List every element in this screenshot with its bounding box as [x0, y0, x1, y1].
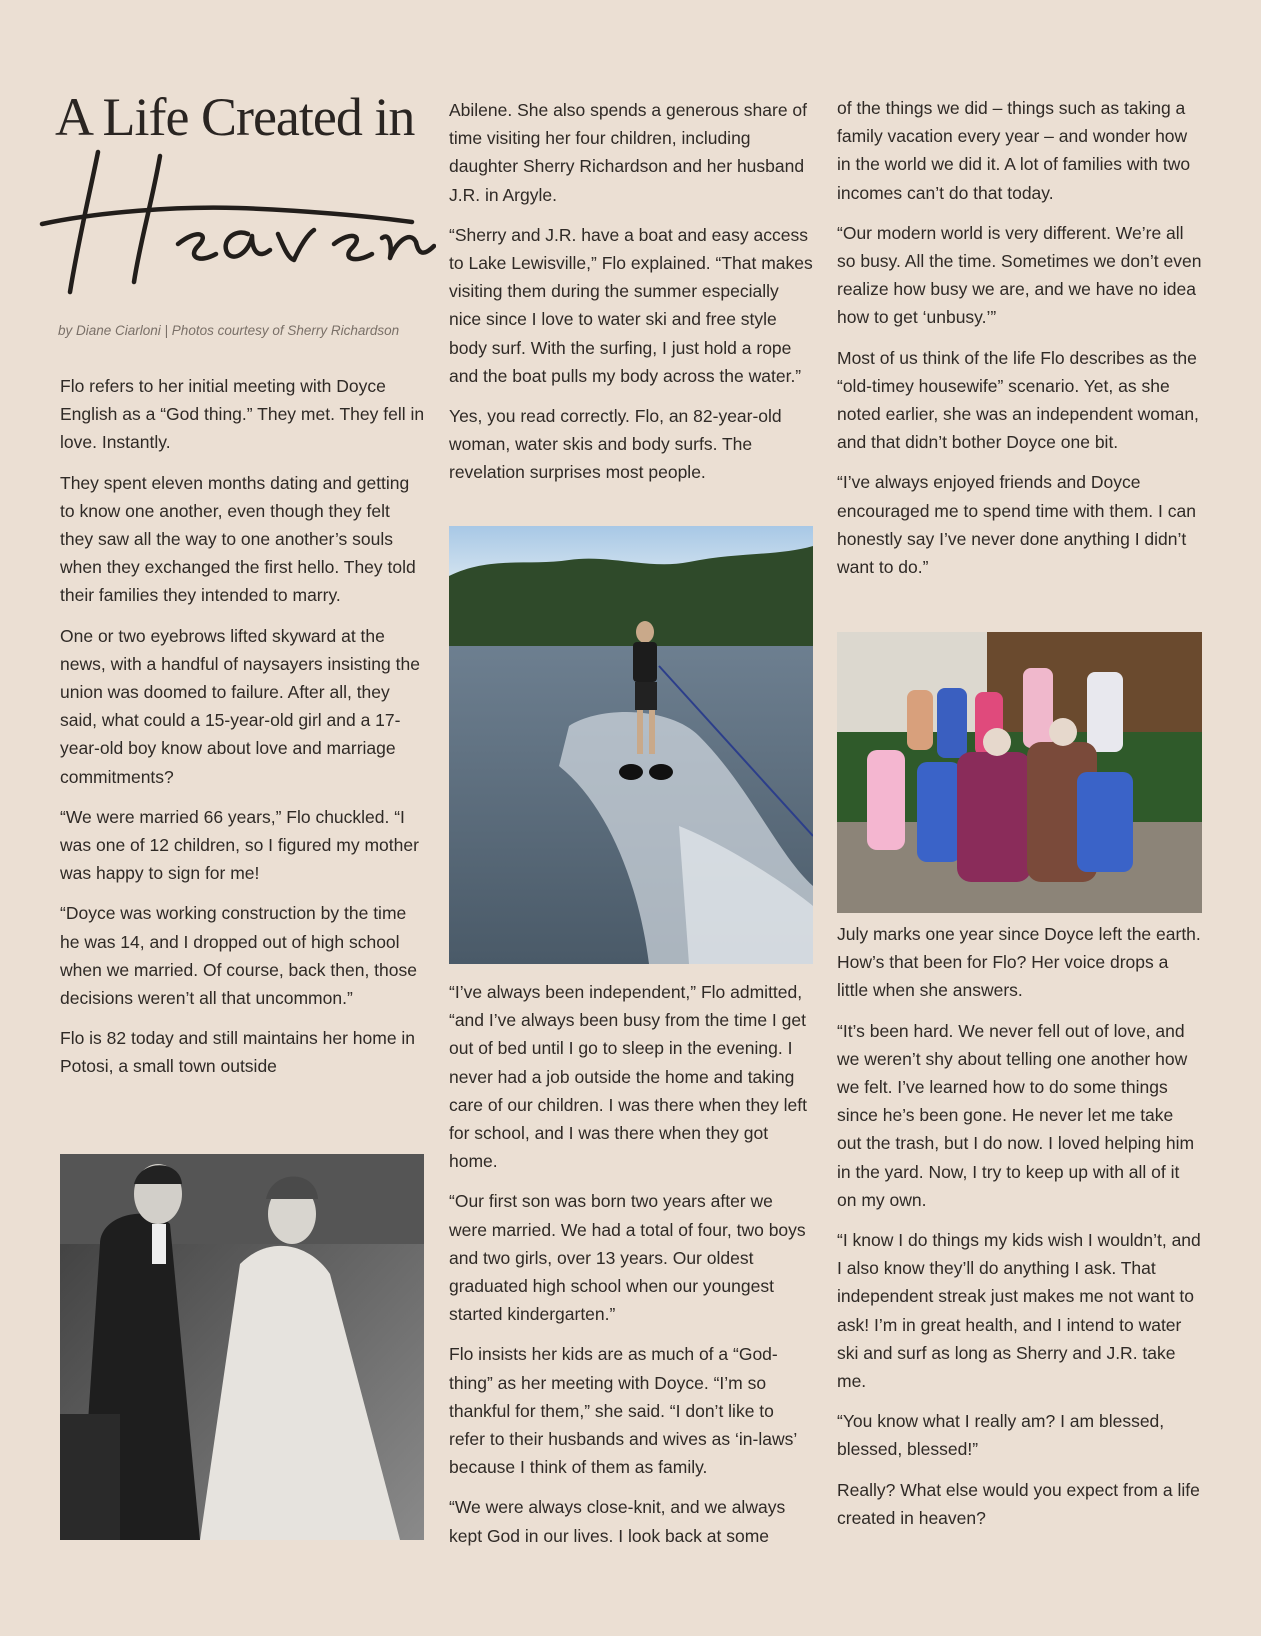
wedding-photo [60, 1154, 424, 1540]
water-ski-photo [449, 526, 813, 964]
paragraph: “We were always close-knit, and we always kept God in our lives. I look back at some [449, 1497, 786, 1546]
paragraph: Abilene. She also spends a generous share of time visiting her four children, including daughter Sherry Richardson and her husband J.R. in Argyle. [449, 100, 808, 205]
column-3-top [837, 94, 1202, 593]
paragraph: Flo refers to her initial meeting with Doyce English as a “God thing.” They met. They fell in love. Instantly. [60, 376, 425, 453]
column-1 [60, 372, 425, 1093]
paragraph: Most of us think of the life Flo describes as the “old-timey housewife” scenario. Yet, as she noted earlier, she was an independent woman, and that didn’t bother Doyce one bit. [837, 347, 1199, 453]
paragraph: “Our modern world is very different. We’re all so busy. All the time. Sometimes we don’t even realize how busy we are, and we have no idea how to get ‘unbusy.’” [837, 222, 1202, 328]
paragraph: “It’s been hard. We never fell out of love, and we weren’t shy about telling one another how we felt. I’ve learned how to do some things since he’s been gone. He never let me take out the trash, but I do now. I loved helping him in the yard. Now, I try to keep up with all of it on my own. [837, 1020, 1195, 1210]
article-title: A Life Created in [55, 87, 415, 147]
paragraph: “We were married 66 years,” Flo chuckled. “I was one of 12 children, so I figured my mother was happy to sign for me! [60, 806, 419, 884]
paragraph: “Doyce was working construction by the time he was 14, and I dropped out of high school when we married. Of course, back then, those decisions weren’t all that uncommon.” [60, 903, 417, 1009]
paragraph: Really? What else would you expect from a life created in heaven? [837, 1479, 1200, 1528]
paragraph: They spent eleven months dating and getting to know one another, even though they felt they saw all the way to one another’s souls when they exchanged the first hello. They told their families they intended to marry. [60, 472, 416, 606]
family-photo [837, 632, 1202, 913]
column-3-bottom [837, 920, 1202, 1544]
paragraph: “You know what I really am? I am blessed, blessed, blessed!” [837, 1411, 1165, 1460]
article-title-script [38, 142, 436, 302]
paragraph: “Sherry and J.R. have a boat and easy access to Lake Lewisville,” Flo explained. “That makes visiting them during the summer especially nice since I love to water ski and free style body surf. With the surfing, I just hold a rope and the boat pulls my body across the water.” [449, 224, 813, 386]
paragraph: Flo is 82 today and still maintains her home in Potosi, a small town outside [60, 1028, 416, 1077]
column-2-bottom [449, 978, 814, 1562]
paragraph: “Our first son was born two years after we were married. We had a total of four, two boys and two girls, over 13 years. Our oldest graduated high school when our youngest started kindergarten.” [449, 1191, 806, 1325]
paragraph: “I’ve always enjoyed friends and Doyce encouraged me to spend time with them. I can honestly say I’ve never done anything I didn’t want to do.” [837, 472, 1196, 578]
paragraph: of the things we did – things such as taking a family vacation every year – and wonder how in the world we did it. A lot of families with two incomes can’t do that today. [837, 98, 1191, 203]
paragraph: Flo insists her kids are as much of a “God-thing” as her meeting with Doyce. “I’m so thankful for them,” she said. “I don’t like to refer to their husbands and wives as ‘in-laws’ because I think of them as family. [449, 1344, 797, 1478]
heaven-script-logo [38, 142, 436, 302]
paragraph: Yes, you read correctly. Flo, an 82-year-old woman, water skis and body surfs. The revelation surprises most people. [449, 406, 782, 483]
paragraph: July marks one year since Doyce left the earth. How’s that been for Flo? Her voice drops a little when she answers. [837, 924, 1201, 1001]
paragraph: “I’ve always been independent,” Flo admitted, “and I’ve always been busy from the time I get out of bed until I go to sleep in the evening. I never had a job outside the home and taking care of our children. I was there when they left for school, and I was there when they got home. [449, 982, 807, 1172]
paragraph: “I know I do things my kids wish I wouldn’t, and I also know they’ll do anything I ask. That independent streak just makes me not want to ask! I’m in great health, and I intend to water ski and surf as long as Sherry and J.R. take me. [837, 1230, 1201, 1392]
paragraph: One or two eyebrows lifted skyward at the news, with a handful of naysayers insisting the union was doomed to failure. After all, they said, what could a 15-year-old girl and a 17-year-old boy know about love and marriage commitments? [60, 625, 420, 787]
byline: by Diane Ciarloni | Photos courtesy of Sherry Richardson [58, 323, 400, 338]
column-2-top [449, 96, 814, 499]
